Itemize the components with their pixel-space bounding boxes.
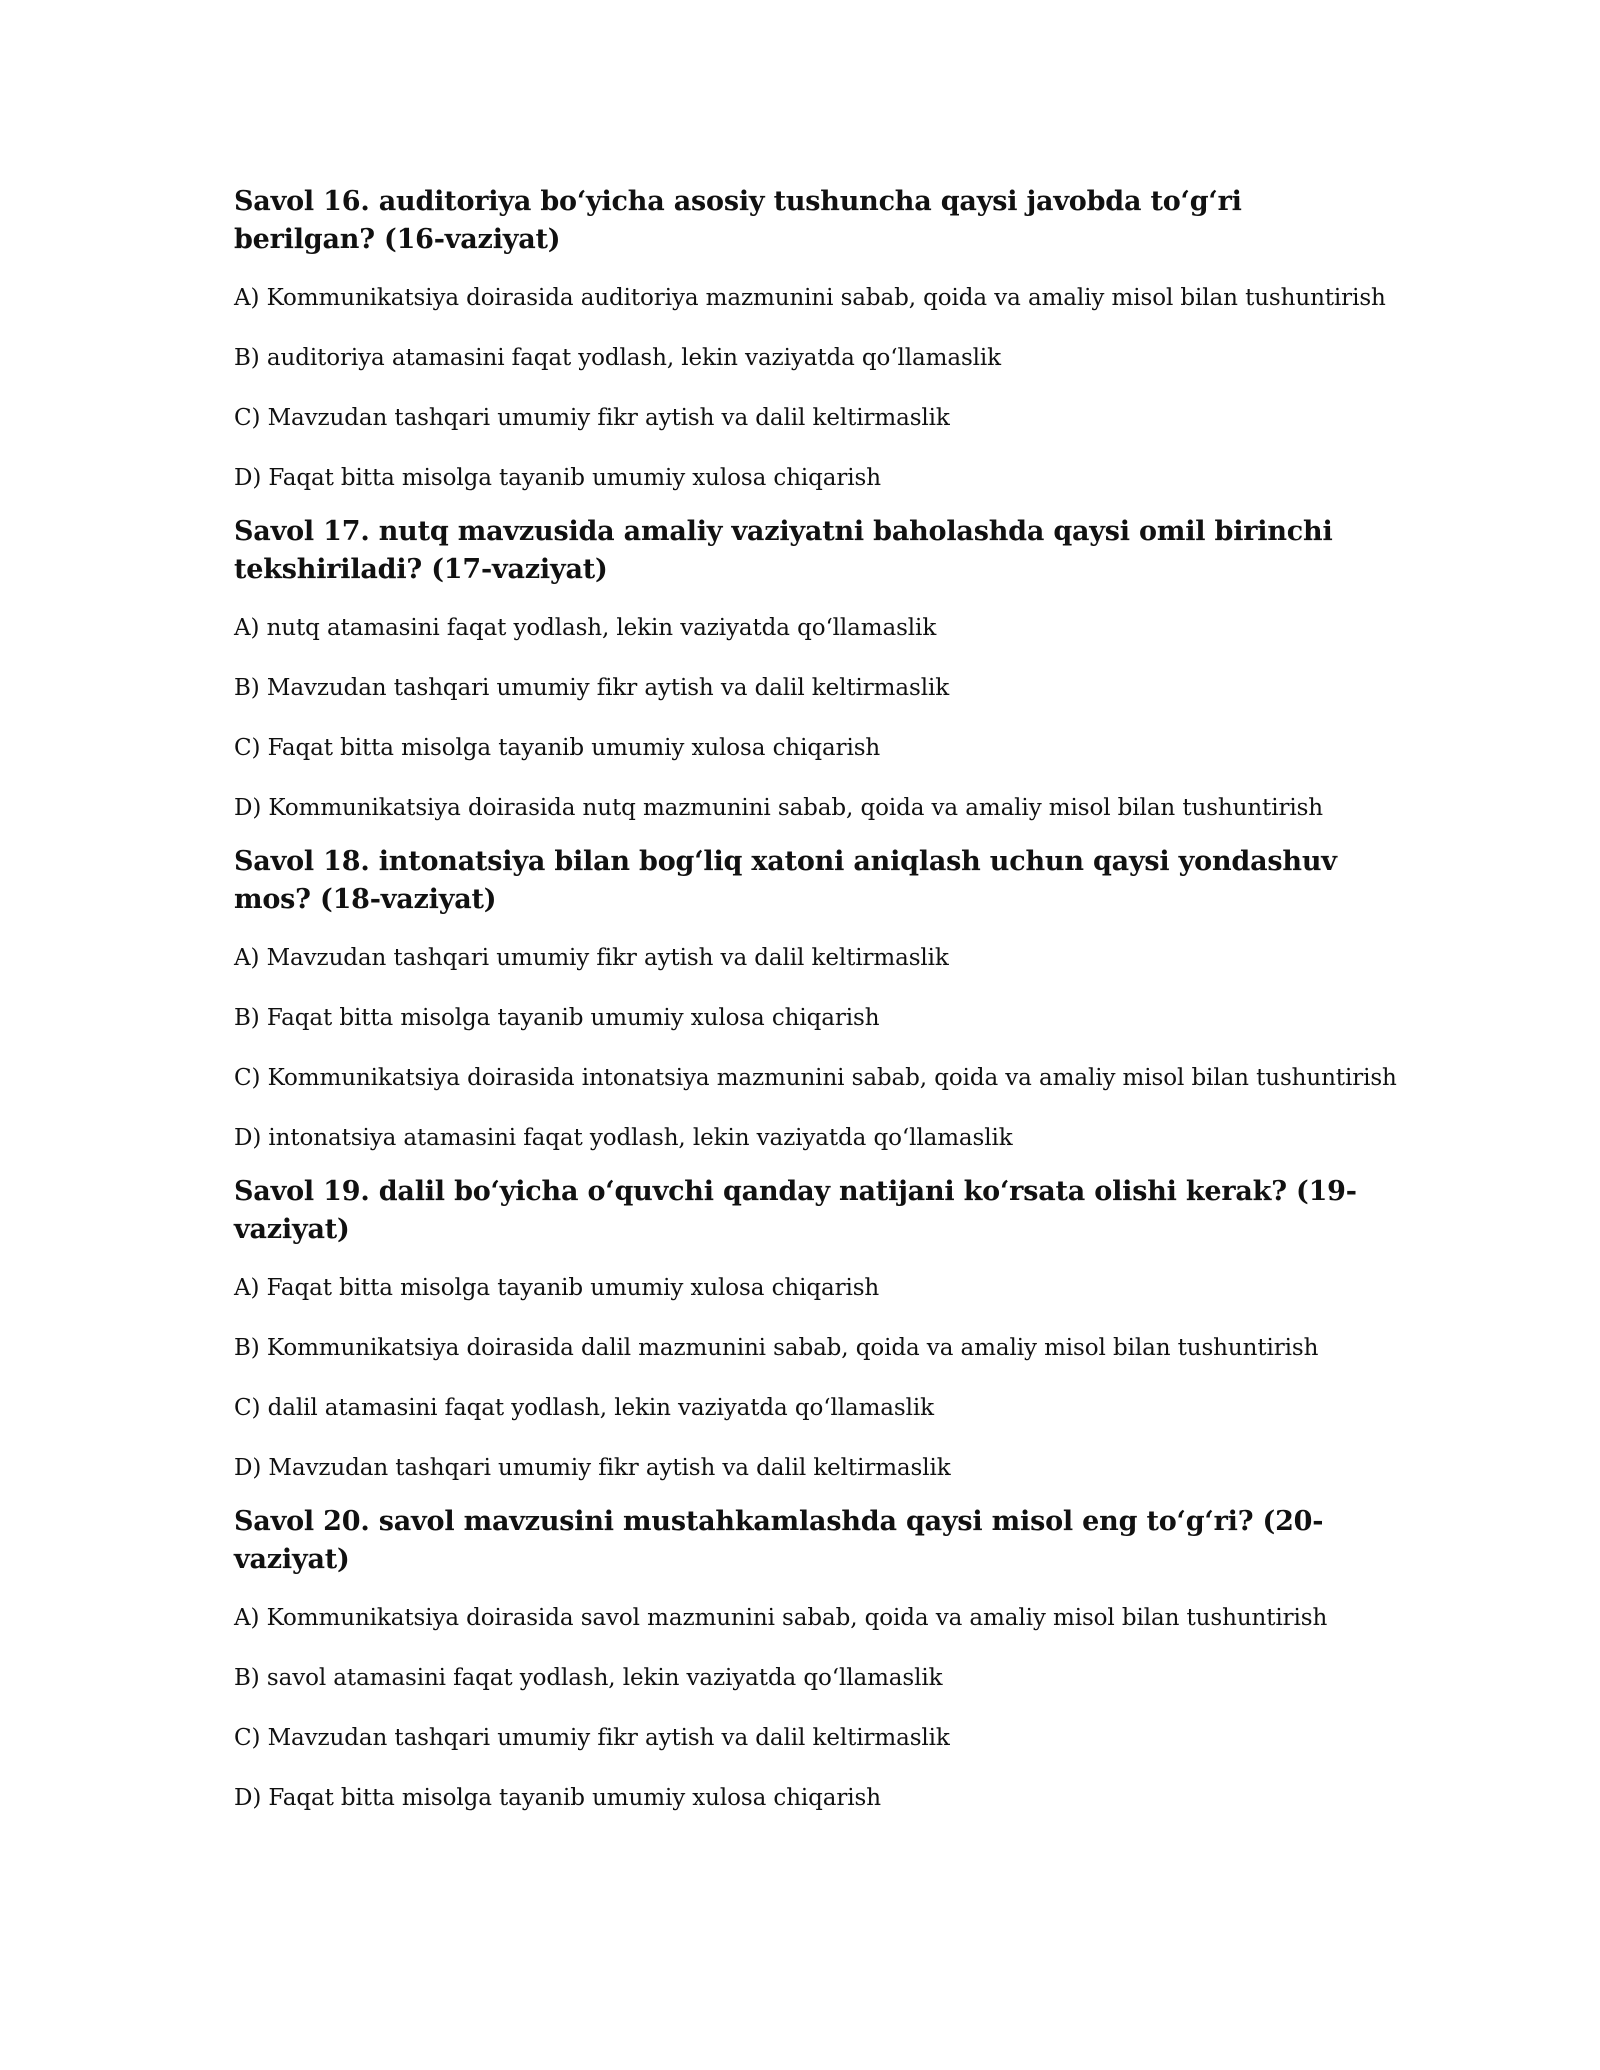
question-19: [234, 1173, 1370, 1483]
question-18: [234, 843, 1397, 1153]
question-17: [234, 513, 1370, 823]
option-b: B) savol atamasini faqat yodlash, lekin vaziyatda qo‘llamaslik: [234, 1665, 943, 1691]
question-title: Savol 19. dalil bo‘yicha o‘quvchi qanday natijani ko‘rsata olishi kerak? (19-vaziyat): [234, 1176, 1357, 1245]
option-a: A) Mavzudan tashqari umumiy fikr aytish va dalil keltirmaslik: [234, 945, 949, 971]
question-title: Savol 16. auditoriya bo‘yicha asosiy tushuncha qaysi javobda to‘g‘ri berilgan? (16-vaziyat): [234, 186, 1242, 255]
option-d: D) Kommunikatsiya doirasida nutq mazmunini sabab, qoida va amaliy misol bilan tushuntirish: [234, 795, 1324, 821]
option-c: C) Kommunikatsiya doirasida intonatsiya mazmunini sabab, qoida va amaliy misol bilan tushuntirish: [234, 1065, 1397, 1091]
option-b: B) Kommunikatsiya doirasida dalil mazmunini sabab, qoida va amaliy misol bilan tushuntirish: [234, 1335, 1319, 1361]
option-b: B) Mavzudan tashqari umumiy fikr aytish va dalil keltirmaslik: [234, 675, 950, 701]
option-b: B) auditoriya atamasini faqat yodlash, lekin vaziyatda qo‘llamaslik: [234, 345, 1002, 371]
option-d: D) Mavzudan tashqari umumiy fikr aytish va dalil keltirmaslik: [234, 1455, 951, 1481]
option-b: B) Faqat bitta misolga tayanib umumiy xulosa chiqarish: [234, 1005, 880, 1031]
option-a: A) Faqat bitta misolga tayanib umumiy xulosa chiqarish: [234, 1275, 880, 1301]
option-a: A) Kommunikatsiya doirasida auditoriya mazmunini sabab, qoida va amaliy misol bilan tushuntirish: [234, 285, 1386, 311]
question-20: [234, 1503, 1370, 1813]
question-title: Savol 18. intonatsiya bilan bog‘liq xatoni aniqlash uchun qaysi yondashuv mos? (18-vaziyat): [234, 846, 1337, 915]
option-c: C) Mavzudan tashqari umumiy fikr aytish va dalil keltirmaslik: [234, 405, 950, 431]
option-c: C) Faqat bitta misolga tayanib umumiy xulosa chiqarish: [234, 735, 881, 761]
option-d: D) Faqat bitta misolga tayanib umumiy xulosa chiqarish: [234, 465, 881, 491]
question-title: Savol 20. savol mavzusini mustahkamlashda qaysi misol eng to‘g‘ri? (20-vaziyat): [234, 1506, 1324, 1575]
option-a: A) Kommunikatsiya doirasida savol mazmunini sabab, qoida va amaliy misol bilan tushuntirish: [234, 1605, 1328, 1631]
option-d: D) intonatsiya atamasini faqat yodlash, lekin vaziyatda qo‘llamaslik: [234, 1125, 1013, 1151]
question-title: Savol 17. nutq mavzusida amaliy vaziyatni baholashda qaysi omil birinchi tekshiriladi? (17-vaziyat): [234, 516, 1333, 585]
question-16: [234, 183, 1386, 493]
option-c: C) dalil atamasini faqat yodlash, lekin vaziyatda qo‘llamaslik: [234, 1395, 934, 1421]
option-c: C) Mavzudan tashqari umumiy fikr aytish va dalil keltirmaslik: [234, 1725, 950, 1751]
option-a: A) nutq atamasini faqat yodlash, lekin vaziyatda qo‘llamaslik: [234, 615, 937, 641]
option-d: D) Faqat bitta misolga tayanib umumiy xulosa chiqarish: [234, 1785, 881, 1811]
